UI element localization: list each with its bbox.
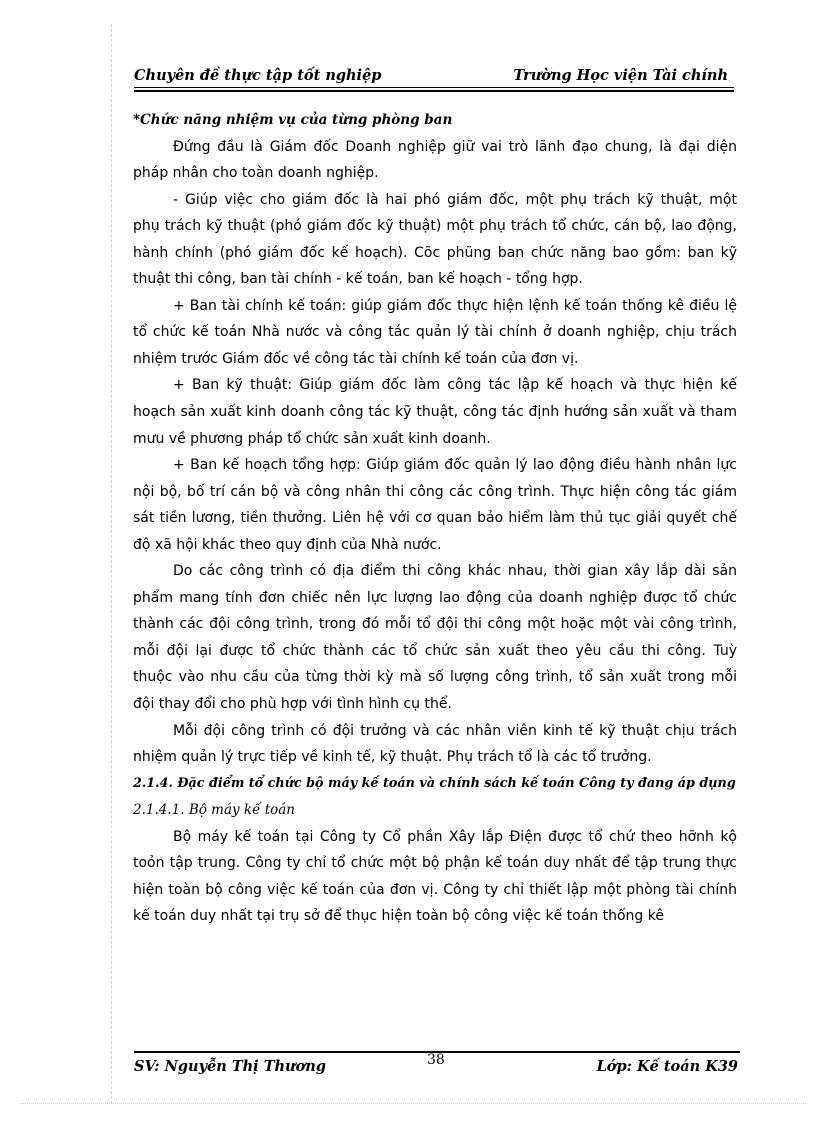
text-line: Bộ máy kế toán tại Công ty Cổ phần Xây lắp Điện được tổ chứ theo hỡnh kộ — [173, 828, 737, 845]
text-line: toỏn tập trung. Công ty chỉ tổ chức một bộ phận kế toán duy nhất để tập trung thực — [133, 855, 737, 872]
text-line: phẩm mang tính đơn chiếc nên lực lượng lao động của doanh nghiệp được tổ chức — [133, 589, 737, 606]
page-frame-left — [111, 24, 112, 1104]
body-text — [133, 107, 737, 930]
text-line: thuật thi công, ban tài chính - kế toán, ban kế hoạch - tổng hợp. — [133, 271, 583, 288]
text-line: độ xã hội khác theo quy định của Nhà nước. — [133, 536, 442, 553]
text-line: phụ trách kỹ thuật (phó giám đốc kỹ thuật) một phụ trách tổ chức, cán bộ, lao động, — [133, 218, 737, 235]
page-number: 38 — [427, 1052, 445, 1068]
text-line: mưu về phương pháp tổ chức sản xuất kinh doanh. — [133, 430, 491, 447]
header-rule — [134, 87, 734, 88]
text-line: đội thay đổi cho phù hợp với tình hình cụ thể. — [133, 696, 452, 713]
text-line: sát tiền lương, tiền thưởng. Liên hệ với cơ quan bảo hiểm làm thủ tục giải quyết chế — [133, 510, 737, 527]
text-line: + Ban kế hoạch tổng hợp: Giúp giám đốc quản lý lao động điều hành nhân lực — [173, 457, 737, 474]
text-line: nhiệm quản lý trực tiếp về kinh tế, kỹ thuật. Phụ trách tổ là các tổ trưởng. — [133, 749, 652, 766]
text-line: kế toán duy nhất tại trụ sở để thục hiện toàn bộ công việc kế toán thống kê — [133, 908, 664, 925]
text-line: pháp nhân cho toàn doanh nghiệp. — [133, 165, 379, 182]
page-header — [134, 63, 734, 91]
header-rule-thick — [134, 90, 734, 92]
text-line: nội bộ, bố trí cán bộ và công nhân thi công các công trình. Thực hiện công tác giám — [133, 483, 737, 500]
footer-student: SV: Nguyễn Thị Thương — [134, 1058, 326, 1075]
text-line: tổ chức kế toán Nhà nước và công tác quản lý tài chính ở doanh nghiệp, chịu trách — [133, 324, 737, 341]
subsection-heading: 2.1.4. Đặc điểm tổ chức bộ máy kế toán và chính sách kế toán Công ty đang áp dụng — [133, 775, 736, 791]
page-footer — [134, 1049, 740, 1079]
text-line: Mỗi đội công trình có đội trưởng và các nhân viên kinh tế kỹ thuật chịu trách — [173, 722, 737, 739]
text-line: + Ban tài chính kế toán: giúp giám đốc thực hiện lệnh kế toán thống kê điều lệ — [173, 297, 737, 314]
header-school: Trường Học viện Tài chính — [513, 67, 728, 84]
text-line: hành chính (phó giám đốc kế hoạch). Cõc phũng ban chức năng bao gồm: ban kỹ — [133, 244, 737, 261]
text-line: Do các công trình có địa điểm thi công khác nhau, thời gian xây lắp dài sản — [173, 563, 737, 580]
text-line: nhiệm trước Giám đốc về công tác tài chính kế toán của đơn vị. — [133, 350, 579, 367]
text-line: hoạch sản xuất kinh doanh công tác kỹ thuật, công tác định hướng sản xuất và tham — [133, 404, 737, 421]
text-line: hiện toàn bộ công việc kế toán của đơn vị. Công ty chỉ thiết lập một phòng tài chính — [133, 881, 737, 898]
text-line: thành các đội công trình, trong đó mỗi tổ đội thi công một hoặc một vài công trình, — [133, 616, 737, 633]
text-line: + Ban kỹ thuật: Giúp giám đốc làm công tác lập kế hoạch và thực hiện kế — [173, 377, 737, 394]
text-line: Đứng đầu là Giám đốc Doanh nghiệp giữ vai trò lãnh đạo chung, là đại diện — [173, 138, 737, 155]
text-line: - Giúp việc cho giám đốc là hai phó giám đốc, một phụ trách kỹ thuật, một — [173, 191, 737, 208]
header-title: Chuyên đề thực tập tốt nghiệp — [134, 67, 382, 84]
text-line: thuộc vào nhu cầu của từng thời kỳ mà số lượng công trình, tổ sản xuất trong mỗi — [133, 669, 737, 686]
subsubsection-heading: 2.1.4.1. Bộ máy kế toán — [133, 802, 295, 819]
text-line: mỗi đội lại được tổ chức thành các tổ chức sản xuất theo yêu cầu thi công. Tuỳ — [133, 642, 737, 659]
page-frame-bottom — [20, 1103, 806, 1104]
footer-class: Lớp: Kế toán K39 — [596, 1058, 738, 1075]
section-heading: *Chức năng nhiệm vụ của từng phòng ban — [133, 112, 453, 128]
